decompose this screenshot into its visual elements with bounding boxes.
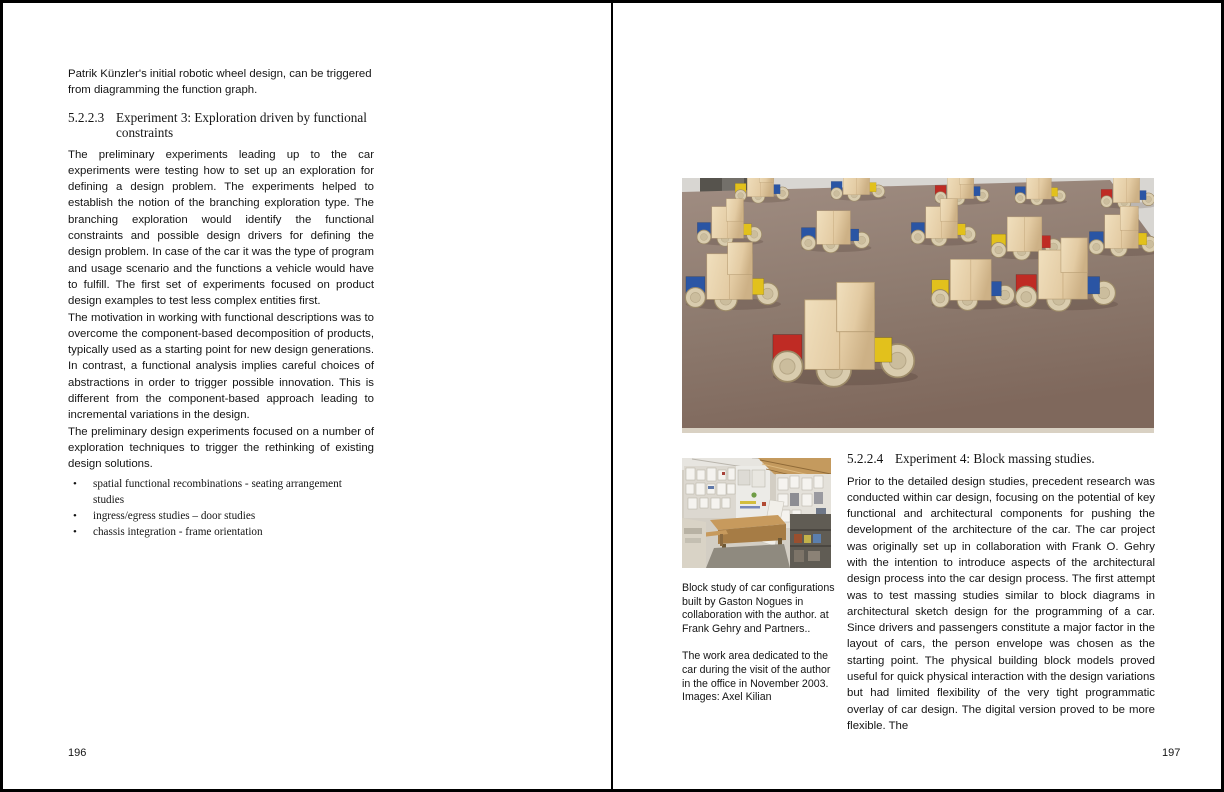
section-title: Experiment 3: Exploration driven by functional constraints xyxy=(116,109,367,141)
bullet-list xyxy=(68,476,374,541)
caption-work-area: The work area dedicated to the car during the visit of the author in the office in November 2003. xyxy=(682,650,831,690)
page-right xyxy=(613,3,1221,789)
block-cars-photo xyxy=(682,178,1154,433)
paragraph: The preliminary design experiments focused on a number of exploration techniques to trigger the rethinking of existing design solutions. xyxy=(68,425,374,471)
section-title: Experiment 4: Block massing studies. xyxy=(895,451,1095,466)
paragraph: The preliminary experiments leading up to the car experiments were testing how to set up an exploration for defining a design problem. The experiments helped to establish the notion of the branching exploration type. The branching exploration would identify the functional constraints and possible design drivers for defining the design problem. In case of the car it was the type of program and usage scenario and the functions a vehicle would have to fulfill. The first set of experiments focused on product design examples to test less complex entities first. xyxy=(68,148,374,308)
section-heading-5224 xyxy=(847,451,1155,467)
bullet-item: • ingress/egress studies – door studies xyxy=(68,508,374,524)
caption-column xyxy=(682,582,835,705)
page-number-right: 197 xyxy=(1162,747,1181,759)
section-number: 5.2.2.3 xyxy=(68,109,105,125)
right-text-column xyxy=(847,449,1155,734)
caption-block-study: Block study of car configurations built by Gaston Nogues in collaboration with the author. at Frank Gehry and Partners.. xyxy=(682,582,835,635)
page-number-left: 196 xyxy=(68,747,87,759)
left-text-column xyxy=(68,66,374,540)
paragraph: Prior to the detailed design studies, precedent research was conducted within car design, focusing on the potential of key functional and architectural components for pushing the development of the architecture of the car. The car project was originally set up in collaboration with Frank O. Gehry with the intention to introduce aspects of the architectural design process into the car design process. The first attempt was to test massing studies similar to block diagrams in architectural sketch design for the programming of a car. Since drivers and passengers constitute a major factor in the layout of cars, the person envelope was chosen as the starting point. The physical building block models proved useful for quick physical interaction with the design variations but had limited flexibility of the very tight programmatic overlay of car design. The digital version proved to be more flexible. The xyxy=(847,475,1155,732)
intro-paragraph: Patrik Künzler's initial robotic wheel design, can be triggered from diagramming the function graph. xyxy=(68,68,372,97)
board-front-edge xyxy=(682,428,1154,433)
section-number: 5.2.2.4 xyxy=(847,451,884,466)
section-heading-5223 xyxy=(68,110,374,141)
page-left xyxy=(3,3,611,789)
bullet-item: • chassis integration - frame orientation xyxy=(68,524,374,540)
paragraph: The motivation in working with functional descriptions was to overcome the component-based decomposition of products, typically used as a starting point for new design generations. In contrast, a functional analysis implies careful choices of abstractions in order to trigger possible innovation. This is different from the component-based approach leading to incremental variations in the design. xyxy=(68,311,374,422)
bullet-item: • spatial functional recombinations - seating arrangement studies xyxy=(68,476,374,508)
work-area-photo xyxy=(682,458,831,568)
caption-credit: Images: Axel Kilian xyxy=(682,691,772,704)
